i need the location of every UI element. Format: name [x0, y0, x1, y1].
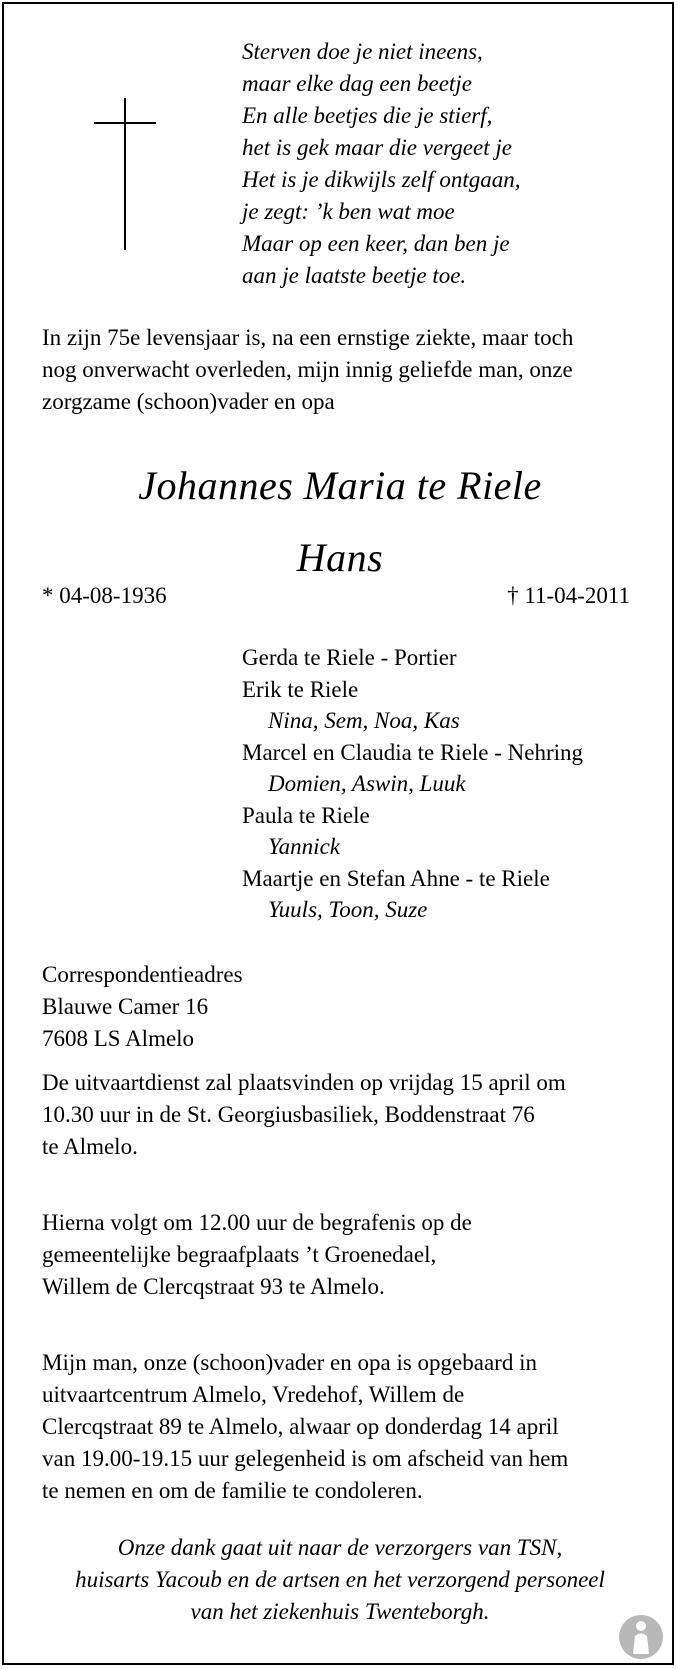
deceased-full-name: Johannes Maria te Riele: [138, 463, 542, 508]
family-member: Gerda te Riele - Portier: [242, 645, 457, 670]
family-list: [242, 642, 583, 926]
thanks-line: huisarts Yacoub en de artsen en het verzorgend personeel: [75, 1567, 605, 1592]
address-line: 7608 LS Almelo: [42, 1026, 195, 1051]
burial-line: Hierna volgt om 12.00 uur de begrafenis op de: [42, 1210, 472, 1235]
poem-line: je zegt: ’k ben wat moe: [242, 199, 455, 224]
grandchildren: Yannick: [268, 834, 340, 859]
death-date: † 11-04-2011: [507, 583, 630, 608]
address-line: Correspondentieadres: [42, 962, 243, 987]
service-line: te Almelo.: [42, 1134, 138, 1159]
poem-line: Sterven doe je niet ineens,: [242, 39, 483, 64]
burial-line: gemeentelijke begraafplaats ’t Groenedael,: [42, 1242, 437, 1267]
correspondence-address: [42, 959, 662, 1055]
obituary-card: [2, 2, 674, 1665]
cross-icon: [94, 98, 156, 250]
grandchildren: Nina, Sem, Noa, Kas: [268, 708, 460, 733]
burial-info: [42, 1207, 662, 1303]
poem-line: En alle beetjes die je stierf,: [242, 103, 493, 128]
family-member: Maartje en Stefan Ahne - te Riele: [242, 865, 550, 891]
poem-line: maar elke dag een beetje: [242, 71, 472, 96]
service-line: De uitvaartdienst zal plaatsvinden op vrijdag 15 april om: [42, 1070, 566, 1095]
viewing-line: uitvaartcentrum Almelo, Vredehof, Willem de: [42, 1382, 465, 1407]
poem: [242, 36, 642, 292]
burial-line: Willem de Clercqstraat 93 te Almelo.: [42, 1274, 385, 1299]
poem-line: Het is je dikwijls zelf ontgaan,: [242, 167, 521, 192]
intro-text: [42, 322, 662, 418]
viewing-line: van 19.00-19.15 uur gelegenheid is om afscheid van hem: [42, 1446, 569, 1471]
viewing-info: [42, 1347, 662, 1507]
address-line: Blauwe Camer 16: [42, 994, 209, 1019]
poem-line: het is gek maar die vergeet je: [242, 135, 512, 160]
service-line: 10.30 uur in de St. Georgiusbasiliek, Boddenstraat 76: [42, 1102, 535, 1127]
viewing-line: Clercqstraat 89 te Almelo, alwaar op donderdag 14 april: [42, 1414, 559, 1439]
grandchildren: Domien, Aswin, Luuk: [268, 771, 466, 796]
grandchildren: Yuuls, Toon, Suze: [268, 897, 428, 922]
thanks-line: van het ziekenhuis Twenteborgh.: [190, 1599, 490, 1624]
family-member: Paula te Riele: [242, 802, 370, 828]
deceased-nickname: Hans: [296, 535, 384, 580]
intro-line: zorgzame (schoon)vader en opa: [42, 389, 335, 414]
poem-line: aan je laatste beetje toe.: [242, 263, 467, 288]
thanks-note: [4, 1532, 676, 1628]
service-info: [42, 1067, 662, 1163]
viewing-line: Mijn man, onze (schoon)vader en opa is opgebaard in: [42, 1350, 537, 1375]
birth-date: * 04-08-1936: [42, 583, 167, 608]
viewing-line: te nemen en om de familie te condoleren.: [42, 1478, 423, 1503]
intro-line: nog onverwacht overleden, mijn innig geliefde man, onze: [42, 357, 573, 382]
memorial-logo-icon: [618, 1614, 664, 1660]
family-member: Marcel en Claudia te Riele - Nehring: [242, 739, 584, 765]
family-member: Erik te Riele: [242, 676, 359, 702]
intro-line: In zijn 75e levensjaar is, na een ernstige ziekte, maar toch: [42, 325, 574, 350]
poem-line: Maar op een keer, dan ben je: [242, 231, 510, 256]
thanks-line: Onze dank gaat uit naar de verzorgers van TSN,: [117, 1535, 563, 1560]
